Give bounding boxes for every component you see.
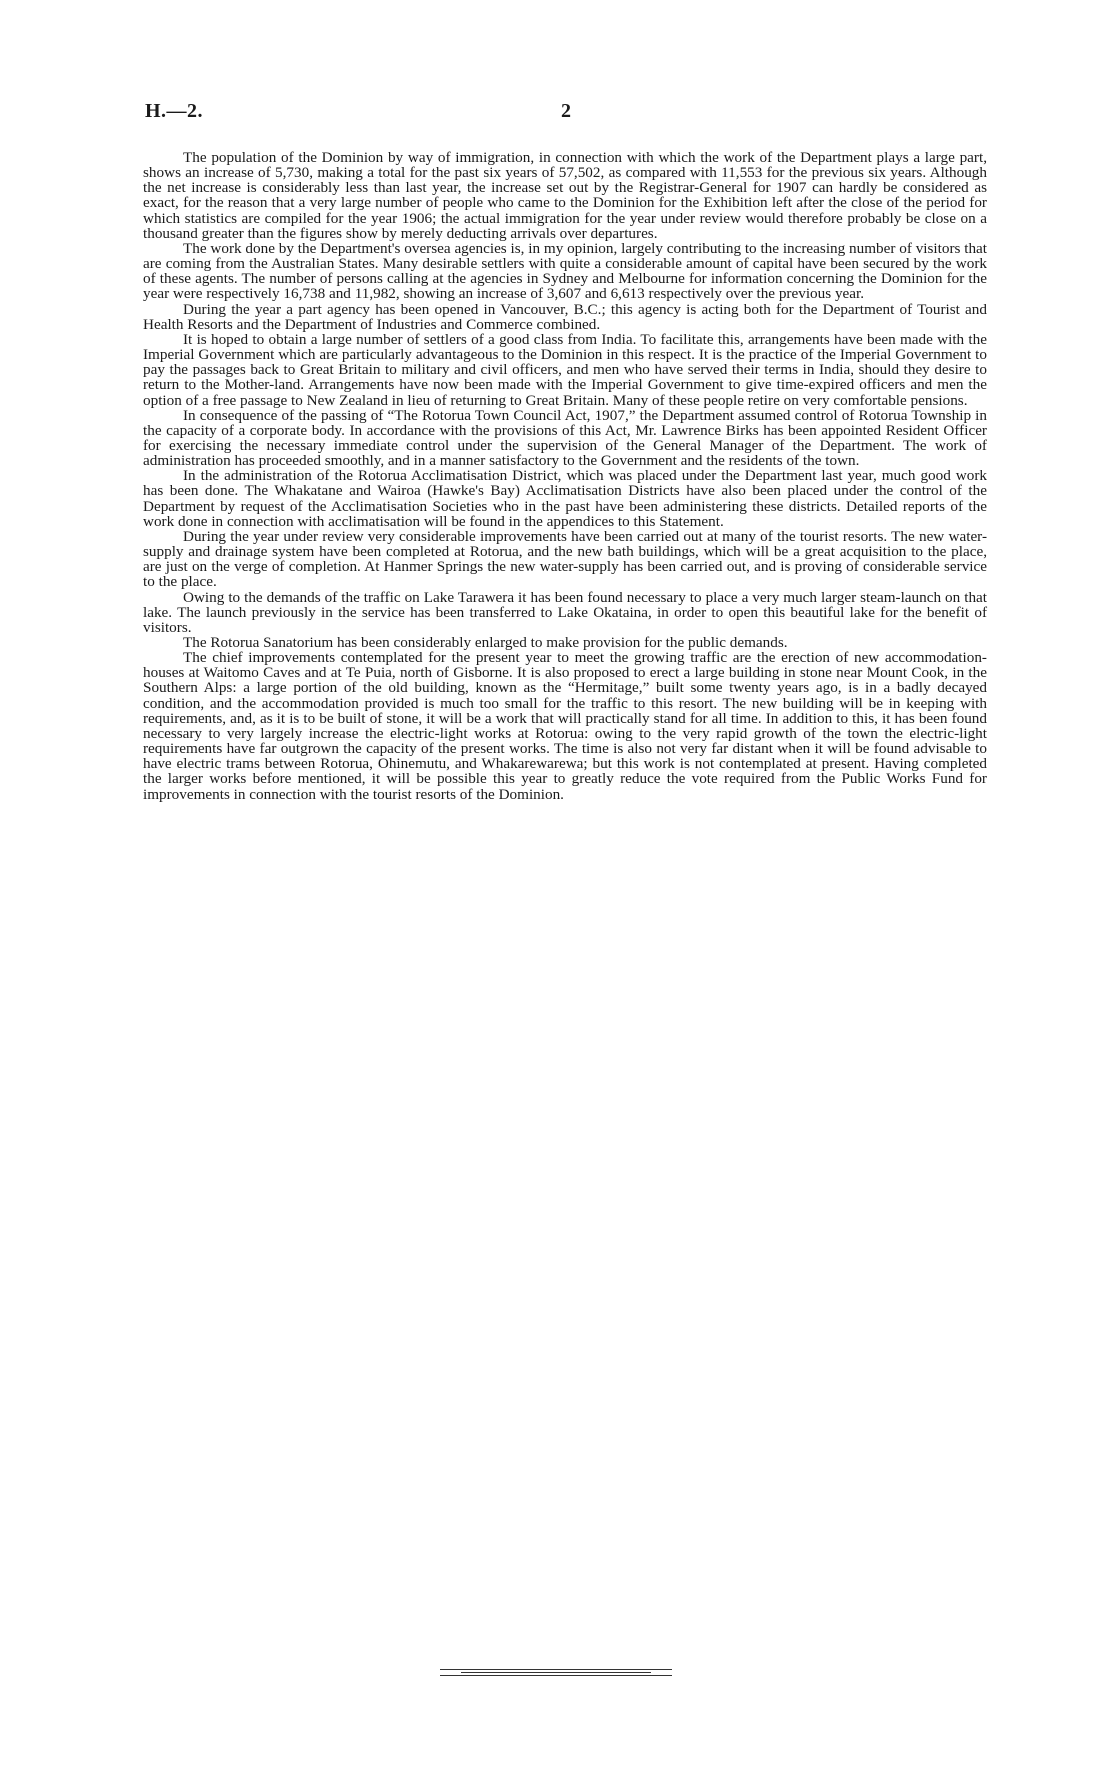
page-header — [145, 100, 955, 130]
page-number: 2 — [561, 100, 571, 122]
body-text — [143, 150, 987, 802]
paragraph-chief-improvements: The chief improvements contemplated for the present year to meet the growing traffic are the erection of new accommodation-houses at Waitomo Caves and at Te Puia, north of Gisborne. It is also proposed to erect a large building in stone near Mount Cook, in the Southern Alps: a large portion of the old building, known as the “Hermitage,” built some twenty years ago, is in a badly decayed condition, and the accommodation provided is much too small for the traffic to this resort. The new building will be in keeping with requirements, and, as it is to be built of stone, it will be a work that will practically stand for all time. In addition to this, it has been found necessary to very largely increase the electric-light works at Rotorua: owing to the very rapid growth of the town the electric-light requirements have far outgrown the capacity of the present works. The time is also not very far distant when it will be found advisable to have electric trams between Rotorua, Ohinemutu, and Whakarewarewa; but this work is not contemplated at present. Having completed the larger works before mentioned, it will be possible this year to greatly reduce the vote required from the Public Works Fund for improvements in connection with the tourist resorts of the Dominion. — [143, 649, 987, 803]
paragraph-vancouver-agency: During the year a part agency has been opened in Vancouver, B.C.; this agency is acting both for the Department of Tourist and Health Resorts and the Department of Industries and Commerce combined. — [143, 300, 987, 333]
document-reference: H.—2. — [145, 100, 204, 122]
rule-line-middle — [461, 1672, 651, 1673]
paragraph-oversea-agencies: The work done by the Department's oversea agencies is, in my opinion, largely contributing to the increasing number of visitors that are coming from the Australian States. Many desirable settlers with quite a considerable amount of capital have been secured by the work of these agents. The number of persons calling at the agencies in Sydney and Melbourne for information concerning the Dominion for the year were respectively 16,738 and 11,982, showing an increase of 3,607 and 6,613 respectively over the previous year. — [143, 239, 987, 303]
closing-rule — [440, 1669, 672, 1678]
paragraph-rotorua-town-council: In consequence of the passing of “The Rotorua Town Council Act, 1907,” the Department assumed control of Rotorua Township in the capacity of a corporate body. In accordance with the provisions of this Act, Mr. Lawrence Birks has been appointed Resident Officer for exercising the necessary immediate control under the supervision of the General Manager of the Department. The work of administration has proceeded smoothly, and in a manner satisfactory to the Government and the residents of the town. — [143, 406, 987, 470]
rule-line-top — [440, 1669, 672, 1670]
paragraph-india-settlers: It is hoped to obtain a large number of settlers of a good class from India. To facilitate this, arrangements have been made with the Imperial Government which are particularly advantageous to the Dominion in this respect. It is the practice of the Imperial Government to pay the passages back to Great Britain to military and civil officers, and men who have served their terms in India, should they desire to return to the Mother-land. Arrangements have now been made with the Imperial Government to give time-expired officers and men the option of a free passage to New Zealand in lieu of returning to Great Britain. Many of these people retire on very comfortable pensions. — [143, 330, 987, 409]
paragraph-immigration: The population of the Dominion by way of immigration, in connection with which the work of the Department plays a large part, shows an increase of 5,730, making a total for the past six years of 57,502, as compared with 11,553 for the previous six years. Although the net increase is considerably less than last year, the increase set out by the Registrar-General for 1907 can hardly be considered as exact, for the reason that a very large number of people who came to the Dominion for the Exhibition left after the close of the period for which statistics are compiled for the year 1906; the actual immigration for the year under review would therefore probably be close on a thousand greater than the figures show by merely deducting arrivals over departures. — [143, 149, 987, 242]
rule-line-bottom — [440, 1675, 672, 1676]
paragraph-lake-tarawera: Owing to the demands of the traffic on Lake Tarawera it has been found necessary to place a very much larger steam-launch on that lake. The launch previously in the service has been transferred to Lake Okataina, in order to open this beautiful lake for the benefit of visitors. — [143, 588, 987, 636]
paragraph-improvements: During the year under review very considerable improvements have been carried out at many of the tourist resorts. The new water-supply and drainage system have been completed at Rotorua, and the new bath buildings, which will be a great acquisition to the place, are just on the verge of completion. At Hanmer Springs the new water-supply has been carried out, and is proving of considerable service to the place. — [143, 527, 987, 591]
paragraph-sanatorium: The Rotorua Sanatorium has been considerably enlarged to make provision for the public demands. — [183, 634, 788, 651]
paragraph-acclimatisation: In the administration of the Rotorua Acclimatisation District, which was placed under the Department last year, much good work has been done. The Whakatane and Wairoa (Hawke's Bay) Acclimatisation Districts have also been placed under the control of the Department by request of the Acclimatisation Societies who in the past have been administering these districts. Detailed reports of the work done in connection with acclimatisation will be found in the appendices to this Statement. — [143, 467, 987, 530]
